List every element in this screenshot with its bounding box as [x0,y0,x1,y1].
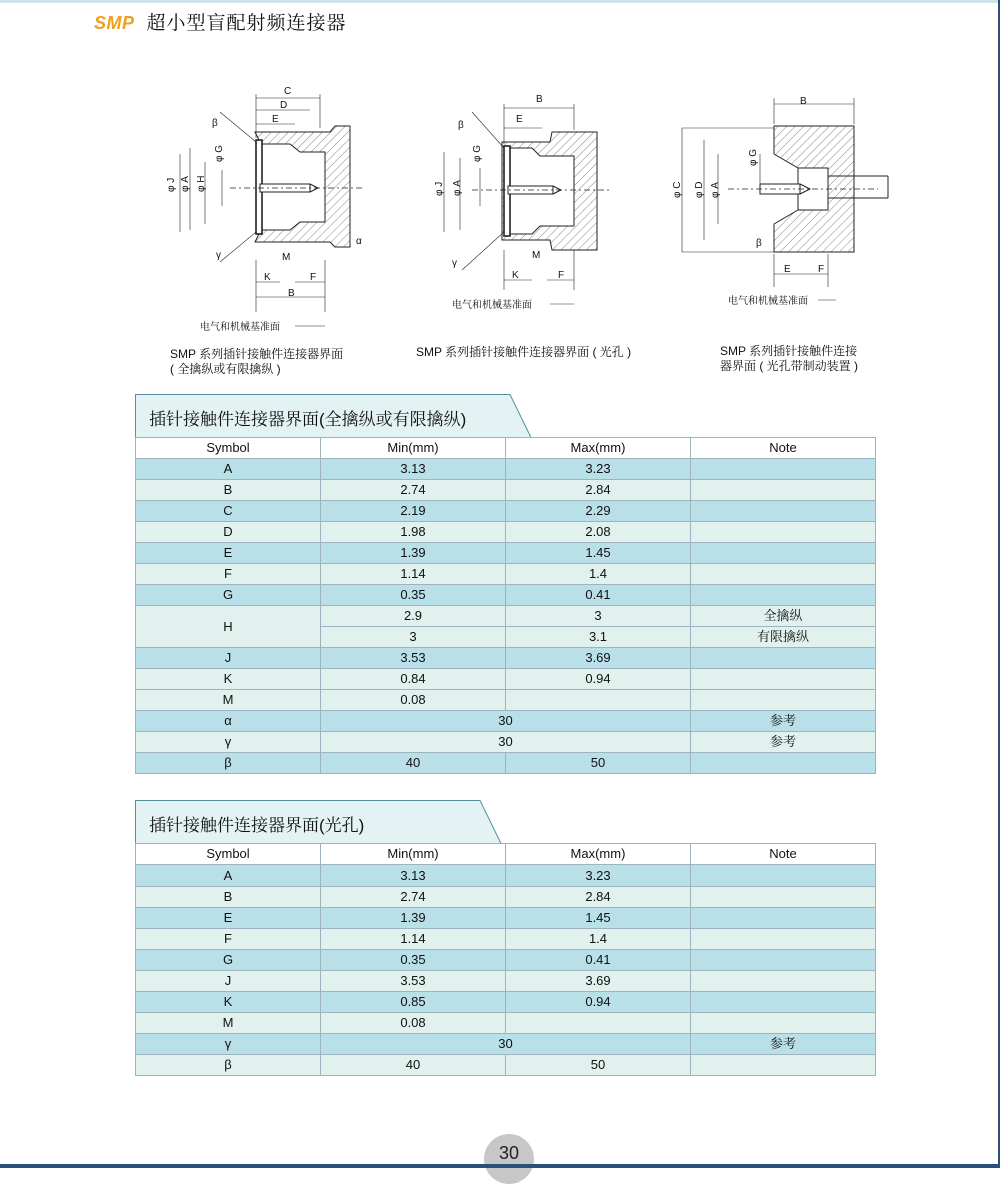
label-m: M [282,252,291,263]
cell: 1.4 [506,564,691,585]
cell: 3 [321,627,506,648]
cell [691,480,876,501]
col-note: Note [691,844,876,865]
label-e: E [516,114,523,125]
label-phi-d: φ D [694,181,705,198]
cell: 3.1 [506,627,691,648]
page-title: 超小型盲配射频连接器 [146,13,347,34]
table-row [136,908,876,929]
col-max: Max(mm) [506,844,691,865]
table2-title-tab [135,800,505,844]
cell: B [136,480,321,501]
cell: 0.08 [321,690,506,711]
table-row [136,1013,876,1034]
label-gamma: γ [216,250,221,261]
ref-plane-label: 电气和机械基准面 [452,300,532,311]
cell [691,669,876,690]
cell: 0.08 [321,1013,506,1034]
cell: M [136,1013,321,1034]
label-phi-g: φ G [472,144,483,162]
label-f: F [818,264,825,275]
table-row [136,732,876,753]
cell: 50 [506,1055,691,1076]
cell [691,459,876,480]
table1 [135,437,876,774]
cell: J [136,648,321,669]
cell: C [136,501,321,522]
cell: α [136,711,321,732]
cell [691,522,876,543]
cell: 0.41 [506,950,691,971]
cell: 3 [506,606,691,627]
caption-fig1 [170,347,343,377]
cell: 参考 [691,1034,876,1055]
cell: 1.39 [321,908,506,929]
cell: β [136,753,321,774]
label-phi-g: φ G [748,148,759,166]
cell: 2.74 [321,480,506,501]
label-phi-j: φ J [166,177,177,192]
cell: 有限擒纵 [691,627,876,648]
caption-fig1-line2: ( 全擒纵或有限擒纵 ) [170,362,281,376]
cell: B [136,887,321,908]
page-number: 30 [498,1143,520,1163]
table-row [136,887,876,908]
caption-fig3 [720,344,858,374]
ref-plane-label: 电气和机械基准面 [200,322,280,333]
label-f: F [558,270,565,281]
table-row [136,459,876,480]
cell: 0.94 [506,669,691,690]
caption-fig2-line1: SMP 系列插针接触件连接器界面 ( 光孔 ) [416,345,632,359]
drawing-smooth-bore-detent [668,92,893,312]
table-row [136,522,876,543]
table2 [135,843,876,1076]
cell: A [136,459,321,480]
cell: G [136,585,321,606]
caption-fig3-line2: 器界面 ( 光孔带制动装置 ) [720,359,858,373]
cell: 0.84 [321,669,506,690]
cell: 3.23 [506,459,691,480]
brand-logo: SMP [94,13,135,33]
label-k: K [512,270,519,281]
ref-plane-label: 电气和机械基准面 [728,296,808,307]
cell [691,992,876,1013]
label-m: M [532,250,541,261]
table-row [136,711,876,732]
table1-header-row [136,438,876,459]
cell: 参考 [691,711,876,732]
label-b: B [536,94,543,105]
label-phi-j: φ J [434,181,445,196]
cell: 1.98 [321,522,506,543]
cell: 0.41 [506,585,691,606]
cell: F [136,564,321,585]
cell: 全擒纵 [691,606,876,627]
cell: 3.69 [506,971,691,992]
label-k: K [264,272,271,283]
cell [691,929,876,950]
figure-full-detent [160,82,380,342]
cell [691,501,876,522]
label-e: E [784,264,791,275]
table-row [136,971,876,992]
cell: 0.94 [506,992,691,1013]
cell [506,690,691,711]
cell [506,1013,691,1034]
table-row [136,480,876,501]
cell: β [136,1055,321,1076]
cell: 40 [321,1055,506,1076]
label-phi-a: φ A [180,176,191,192]
table-row [136,501,876,522]
table1-title-tab [135,394,535,438]
drawing-smooth-bore [432,90,622,315]
caption-fig3-line1: SMP 系列插针接触件连接 [720,344,858,358]
col-min: Min(mm) [321,844,506,865]
cell: 2.08 [506,522,691,543]
col-max: Max(mm) [506,438,691,459]
table-row [136,1055,876,1076]
cell [691,887,876,908]
label-b: B [288,288,295,299]
col-min: Min(mm) [321,438,506,459]
cell: 2.9 [321,606,506,627]
cell: K [136,992,321,1013]
cell [691,543,876,564]
cell: M [136,690,321,711]
label-c: C [284,86,292,97]
table-row [136,648,876,669]
drawing-full-detent [160,82,380,342]
cell [691,950,876,971]
cell [691,753,876,774]
cell: 50 [506,753,691,774]
cell [691,648,876,669]
cell: 1.4 [506,929,691,950]
cell: E [136,543,321,564]
cell: 30 [321,711,691,732]
label-beta: β [756,238,762,249]
cell: G [136,950,321,971]
figure-smooth-bore-detent [668,92,893,312]
page-number-badge [484,1134,534,1184]
label-f: F [310,272,317,283]
caption-fig1-line1: SMP 系列插针接触件连接器界面 [170,347,344,361]
col-note: Note [691,438,876,459]
label-phi-g: φ G [214,144,225,162]
cell: 1.14 [321,929,506,950]
table-row [136,1034,876,1055]
cell [691,690,876,711]
cell [691,564,876,585]
table2-title: 插针接触件连接器界面(光孔) [149,816,365,835]
cell: 0.35 [321,585,506,606]
figure-smooth-bore [432,90,622,315]
page-header [94,8,347,35]
label-beta: β [458,120,464,131]
cell [691,908,876,929]
cell: 1.14 [321,564,506,585]
table-row [136,585,876,606]
cell: 2.19 [321,501,506,522]
table-row [136,669,876,690]
cell: H [136,606,321,648]
table-row [136,753,876,774]
cell: 2.84 [506,480,691,501]
cell: 1.45 [506,543,691,564]
col-symbol: Symbol [136,438,321,459]
cell: 2.84 [506,887,691,908]
table-row [136,950,876,971]
cell: J [136,971,321,992]
cell: 参考 [691,732,876,753]
cell [691,865,876,887]
cell: 3.13 [321,459,506,480]
label-gamma: γ [452,258,457,269]
table-row [136,690,876,711]
cell: F [136,929,321,950]
cell: 3.53 [321,648,506,669]
cell [691,971,876,992]
label-phi-h: φ H [196,175,207,192]
cell: 1.45 [506,908,691,929]
cell: 0.35 [321,950,506,971]
cell [691,1055,876,1076]
label-phi-a: φ A [452,180,463,196]
table-row [136,992,876,1013]
cell: 3.53 [321,971,506,992]
cell: 30 [321,732,691,753]
cell: 3.13 [321,865,506,887]
cell: 1.39 [321,543,506,564]
label-phi-a: φ A [710,182,721,198]
table-row [136,606,876,627]
cell: E [136,908,321,929]
table-row [136,543,876,564]
table1-title: 插针接触件连接器界面(全擒纵或有限擒纵) [149,410,467,429]
cell: γ [136,1034,321,1055]
cell: 2.29 [506,501,691,522]
label-d: D [280,100,288,111]
cell: 30 [321,1034,691,1055]
bottom-rule [0,1164,1000,1168]
cell: 3.23 [506,865,691,887]
cell: 0.85 [321,992,506,1013]
table-row [136,865,876,887]
col-symbol: Symbol [136,844,321,865]
caption-fig2 [416,345,631,360]
cell: K [136,669,321,690]
label-phi-c: φ C [672,181,683,198]
cell [691,585,876,606]
label-b: B [800,96,807,107]
cell: D [136,522,321,543]
table-row [136,929,876,950]
cell: A [136,865,321,887]
cell: 2.74 [321,887,506,908]
table-row [136,564,876,585]
table2-header-row [136,844,876,865]
label-e: E [272,114,279,125]
top-rule [0,0,1000,3]
cell [691,1013,876,1034]
label-beta: β [212,118,218,129]
label-alpha: α [356,236,362,247]
cell: γ [136,732,321,753]
cell: 40 [321,753,506,774]
cell: 3.69 [506,648,691,669]
